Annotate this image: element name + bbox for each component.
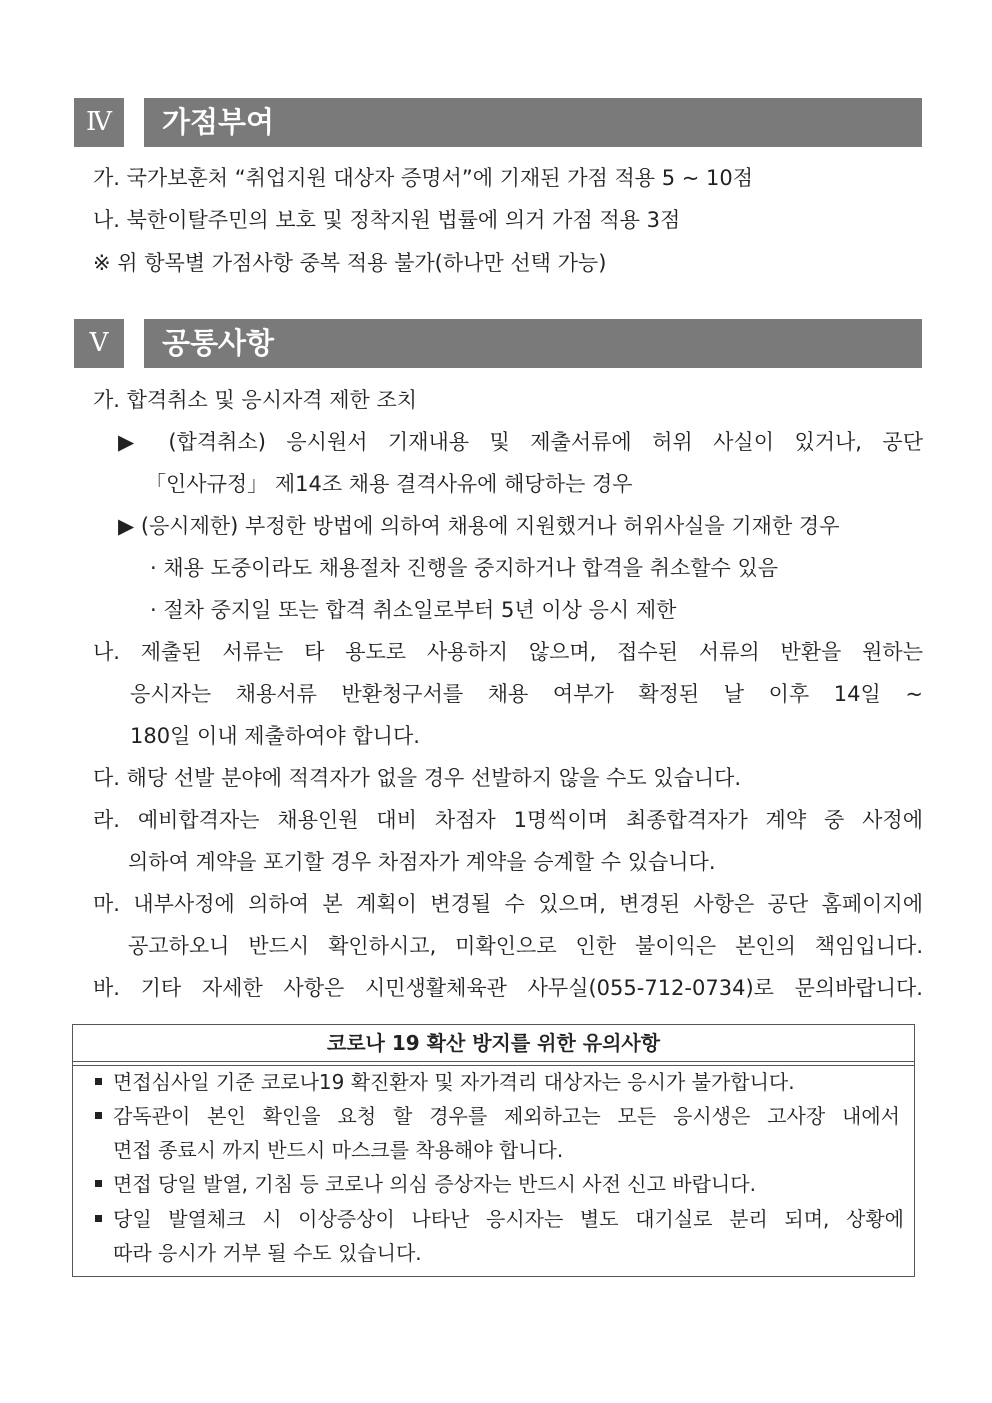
- section-4-note: ※ 위 항목별 가점사항 중복 적용 불가(하나만 선택 가능): [93, 251, 607, 275]
- section-4-item-na: 나. 북한이탈주민의 보호 및 정착지원 법률에 의거 가점 적용 3점: [93, 208, 681, 232]
- item-ga: 가. 합격취소 및 응시자격 제한 조치: [93, 388, 418, 412]
- notice-bullet-4-line-2: 따라 응시가 거부 될 수도 있습니다.: [113, 1241, 422, 1265]
- notice-bullet-4-line-1: 당일 발열체크 시 이상증상이 나타난 응시자는 별도 대기실로 분리 되며, 상황에: [113, 1207, 904, 1231]
- section-4-number: Ⅳ: [74, 98, 124, 147]
- notice-bullet-2-line-1: 감독관이 본인 확인을 요청 할 경우를 제외하고는 모든 응시생은 고사장 내에서: [113, 1104, 900, 1128]
- covid-notice-title: 코로나 19 확산 방지를 위한 유의사항: [73, 1025, 914, 1062]
- item-na-line-2: 응시자는 채용서류 반환청구서를 채용 여부가 확정된 날 이후 14일 ~: [130, 682, 923, 706]
- covid-notice-box: [72, 1024, 915, 1277]
- item-ga-bullet-1-line-1: ▶ (합격취소) 응시원서 기재내용 및 제출서류에 허위 사실이 있거나, 공단: [118, 430, 923, 454]
- section-4-header: [74, 98, 922, 147]
- item-na-line-1: 나. 제출된 서류는 타 용도로 사용하지 않으며, 접수된 서류의 반환을 원하는: [93, 640, 923, 664]
- item-ga-bullet-2-sub-2: · 절차 중지일 또는 합격 취소일로부터 5년 이상 응시 제한: [150, 598, 677, 622]
- section-4-title: 가점부여: [144, 98, 922, 147]
- square-bullet-icon: [95, 1180, 102, 1187]
- item-da: 다. 해당 선발 분야에 적격자가 없을 경우 선발하지 않을 수도 있습니다.: [93, 766, 742, 790]
- item-ga-bullet-2: ▶ (응시제한) 부정한 방법에 의하여 채용에 지원했거나 허위사실을 기재한 경우: [118, 514, 840, 538]
- square-bullet-icon: [95, 1078, 102, 1085]
- section-4-item-ga: 가. 국가보훈처 “취업지원 대상자 증명서”에 기재된 가점 적용 5 ~ 10점: [93, 166, 754, 190]
- item-ga-bullet-1-line-2: 「인사규정」 제14조 채용 결격사유에 해당하는 경우: [145, 472, 633, 496]
- notice-bullet-3: 면접 당일 발열, 기침 등 코로나 의심 증상자는 반드시 사전 신고 바랍니다.: [113, 1172, 756, 1196]
- item-ma-line-2: 공고하오니 반드시 확인하시고, 미확인으로 인한 불이익은 본인의 책임입니다.: [128, 934, 923, 958]
- notice-bullet-1: 면접심사일 기준 코로나19 확진환자 및 자가격리 대상자는 응시가 불가합니다.: [113, 1070, 795, 1094]
- item-ba: 바. 기타 자세한 사항은 시민생활체육관 사무실(055-712-0734)로 문의바랍니다.: [93, 976, 923, 1000]
- section-5-number: Ⅴ: [74, 319, 124, 368]
- item-ma-line-1: 마. 내부사정에 의하여 본 계획이 변경될 수 있으며, 변경된 사항은 공단 홈페이지에: [93, 892, 923, 916]
- square-bullet-icon: [95, 1112, 102, 1119]
- item-ga-bullet-2-sub-1: · 채용 도중이라도 채용절차 진행을 중지하거나 합격을 취소할수 있음: [150, 556, 779, 580]
- item-ra-line-2: 의하여 계약을 포기할 경우 차점자가 계약을 승계할 수 있습니다.: [128, 850, 716, 874]
- square-bullet-icon: [95, 1215, 102, 1222]
- section-5-title: 공통사항: [144, 319, 922, 368]
- notice-bullet-2-line-2: 면접 종료시 까지 반드시 마스크를 착용해야 합니다.: [113, 1138, 564, 1162]
- item-na-line-3: 180일 이내 제출하여야 합니다.: [130, 724, 420, 748]
- section-5-header: [74, 319, 922, 368]
- item-ra-line-1: 라. 예비합격자는 채용인원 대비 차점자 1명씩이며 최종합격자가 계약 중 사정에: [93, 808, 923, 832]
